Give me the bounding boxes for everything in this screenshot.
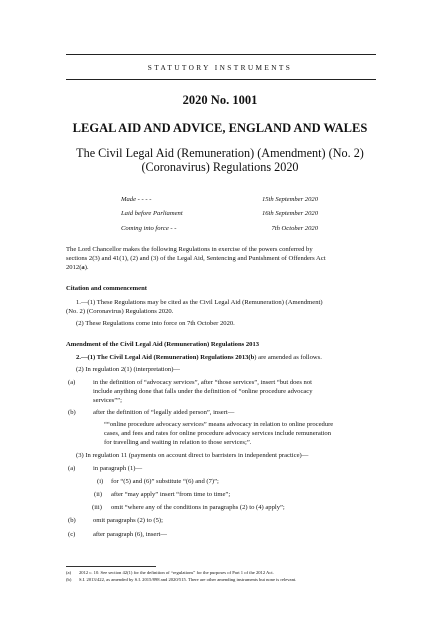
item-label: (c)	[68, 531, 76, 538]
subitem-text: for “(5) and (6)” substitute “(6) and (7)”;	[111, 478, 219, 485]
footnote-text: S.I. 2013/422, as amended by S.I. 2015/898 and 2020/515. There are other amending instruments but none is relevant.	[79, 577, 297, 582]
section-heading: Amendment of the Civil Legal Aid (Remuneration) Regulations 2013	[66, 341, 260, 348]
preamble-line: sections 2(3) and 41(1), (2) and (3) of the Legal Aid, Sentencing and Punishment of Offenders Act	[66, 255, 326, 262]
item-label: (b)	[68, 517, 76, 524]
preamble-line: The Lord Chancellor makes the following Regulations in exercise of the powers conferred by	[66, 246, 313, 253]
item-label: (a)	[68, 465, 76, 472]
footnote-label: (b)	[66, 577, 72, 582]
quoted-text: for travelling and waiting in relation to those services;”.	[104, 439, 252, 446]
item-text: in paragraph (1)—	[93, 465, 143, 472]
laid-date: 16th September 2020	[261, 210, 318, 217]
series-title: STATUTORY INSTRUMENTS	[147, 63, 293, 72]
footnote-text: 2012 c. 10. See section 42(1) for the definition of “regulations” for the purposes of Part 1 of the 2012 Act.	[79, 570, 274, 575]
paragraph: (No. 2) (Coronavirus) Regulations 2020.	[66, 308, 174, 315]
in-force-date: 7th October 2020	[271, 225, 318, 232]
preamble-line-end: 2012(a).	[66, 264, 89, 271]
header-rule	[66, 79, 376, 80]
footnote-rule	[66, 566, 156, 567]
made-date: 15th September 2020	[261, 196, 318, 203]
in-force-label: Coming into force - -	[121, 225, 177, 232]
item-label: (b)	[68, 409, 76, 416]
section-heading: Citation and commencement	[66, 285, 147, 292]
footnote-label: (a)	[66, 570, 72, 575]
paragraph: 2.—(1) The Civil Legal Aid (Remuneration) Regulations 2013(b) are amended as follows.	[76, 354, 322, 361]
subitem-label: (ii)	[94, 491, 103, 498]
paragraph: (2) These Regulations come into force on 7th October 2020.	[76, 320, 235, 327]
paragraph: (2) In regulation 2(1) (interpretation)—	[76, 366, 180, 373]
item-text: after the definition of “legally aided person”, insert—	[93, 409, 235, 416]
item-text: omit paragraphs (2) to (5);	[93, 517, 163, 524]
made-label: Made - - - -	[121, 196, 152, 203]
instrument-title-continued: (Coronavirus) Regulations 2020	[141, 160, 299, 174]
subitem-label: (i)	[97, 478, 104, 485]
instrument-title: The Civil Legal Aid (Remuneration) (Amendment) (No. 2)	[76, 146, 364, 160]
laid-label: Laid before Parliament	[121, 210, 183, 217]
paragraph: (3) In regulation 11 (payments on account direct to barristers in independent practice)—	[76, 452, 309, 459]
paragraph: 1.—(1) These Regulations may be cited as the Civil Legal Aid (Remuneration) (Amendment)	[76, 299, 323, 306]
item-text: include anything done that falls under the definition of “online procedure advocacy	[93, 388, 313, 395]
top-rule	[66, 54, 376, 55]
subitem-text: after “may apply” insert “from time to time”;	[111, 491, 231, 498]
subitem-label: (iii)	[92, 504, 102, 511]
subject-heading: LEGAL AID AND ADVICE, ENGLAND AND WALES	[72, 121, 368, 135]
footnote-ref-a[interactable]: a	[81, 264, 85, 271]
quoted-text: cases, and fees and rates for online procedure advocacy services include remuneration	[104, 430, 332, 437]
subitem-text: omit “where any of the conditions in paragraphs (2) to (4) apply”;	[111, 504, 285, 511]
item-text: after paragraph (6), insert—	[93, 531, 167, 538]
quoted-text: ““online procedure advocacy services” means advocacy in relation to online procedure	[104, 421, 334, 428]
item-text: services””;	[93, 397, 122, 404]
item-label: (a)	[68, 379, 76, 386]
footnote-ref-b[interactable]: b	[250, 354, 255, 361]
item-text: in the definition of “advocacy services”, after “those services”, insert “but does not	[93, 379, 312, 386]
si-number: 2020 No. 1001	[182, 93, 258, 107]
